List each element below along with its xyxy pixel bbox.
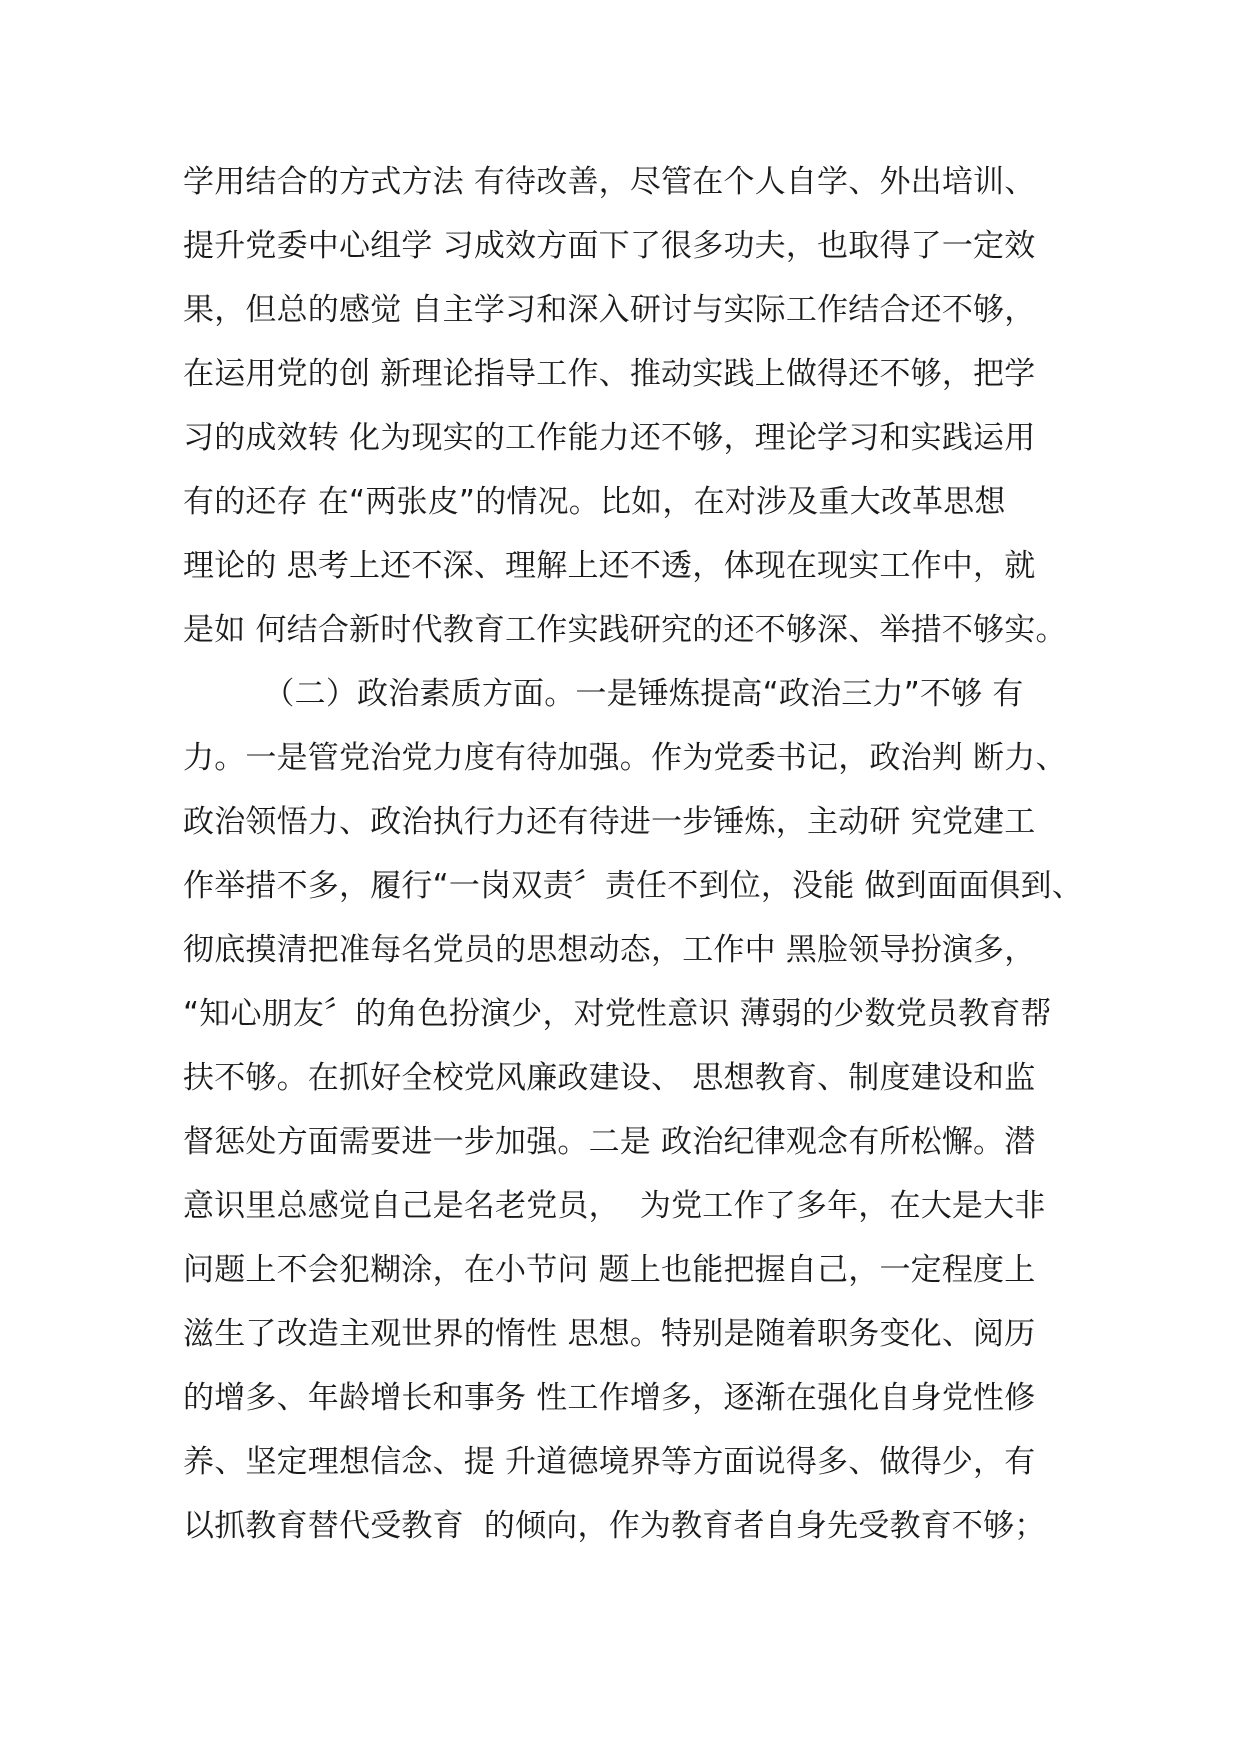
- text-line: 是如 何结合新时代教育工作实践研究的还不够深、举措不够实。: [183, 612, 1067, 648]
- text-line: 有的还存 在“两张皮”的情况。比如，在对涉及重大改革思想: [183, 484, 1006, 520]
- text-line: 力。一是管党治党力度有待加强。作为党委书记，政治判 断力、: [183, 740, 1067, 776]
- text-line: 提升党委中心组学 习成效方面下了很多功夫，也取得了一定效: [183, 228, 1036, 264]
- text-line: 作举措不多，履行“一岗双责〞责任不到位，没能 做到面面俱到、: [183, 868, 1083, 904]
- text-line: 习的成效转 化为现实的工作能力还不够，理论学习和实践运用: [183, 420, 1036, 456]
- text-line: 以抓教育替代受教育 的倾向，作为教育者自身先受教育不够；: [183, 1508, 1046, 1544]
- text-line: 政治领悟力、政治执行力还有待进一步锤炼，主动研 究党建工: [183, 804, 1036, 840]
- text-line: 扶不够。在抓好全校党风廉政建设、 思想教育、制度建设和监: [183, 1060, 1036, 1096]
- text-line: “知心朋友〞的角色扮演少，对党性意识 薄弱的少数党员教育帮: [183, 996, 1052, 1032]
- text-line: 彻底摸清把准每名党员的思想动态，工作中 黑脸领导扮演多，: [183, 932, 1036, 968]
- text-line: 问题上不会犯糊涂，在小节问 题上也能把握自己，一定程度上: [183, 1252, 1036, 1288]
- text-line: 学用结合的方式方法 有待改善，尽管在个人自学、外出培训、: [183, 164, 1036, 200]
- text-line: 在运用党的创 新理论指导工作、推动实践上做得还不够，把学: [183, 356, 1036, 392]
- body-text: [183, 150, 1083, 1558]
- section-heading-line: （二）政治素质方面。一是锤炼提高“政治三力”不够 有: [183, 676, 1024, 712]
- text-line: 果，但总的感觉 自主学习和深入研讨与实际工作结合还不够，: [183, 292, 1036, 328]
- text-line: 意识里总感觉自己是名老党员， 为党工作了多年，在大是大非: [183, 1188, 1046, 1224]
- text-line: 理论的 思考上还不深、理解上还不透，体现在现实工作中，就: [183, 548, 1036, 584]
- text-line: 的增多、年龄增长和事务 性工作增多，逐渐在强化自身党性修: [183, 1380, 1036, 1416]
- text-line: 督惩处方面需要进一步加强。二是 政治纪律观念有所松懈。潜: [183, 1124, 1036, 1160]
- text-line: 滋生了改造主观世界的惰性 思想。特别是随着职务变化、阅历: [183, 1316, 1036, 1352]
- text-line: 养、坚定理想信念、提 升道德境界等方面说得多、做得少，有: [183, 1444, 1036, 1480]
